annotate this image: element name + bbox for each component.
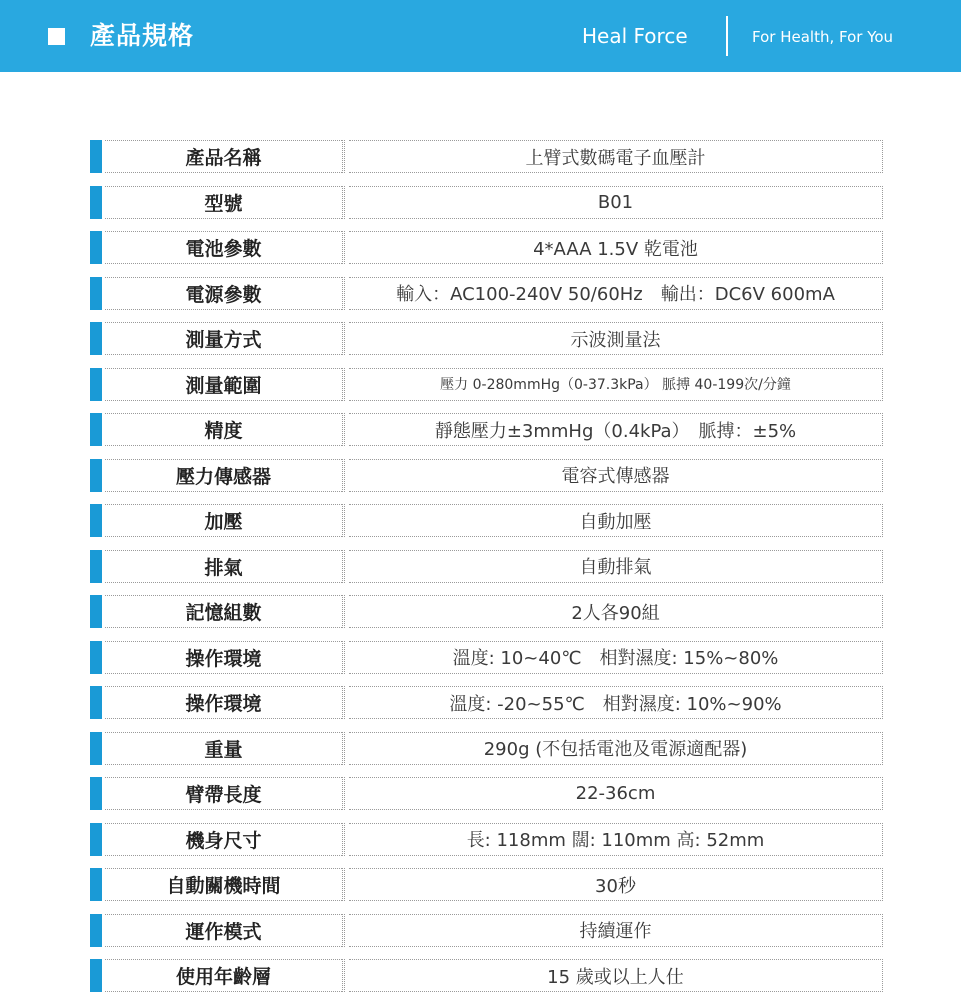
brand-name: Heal Force — [582, 24, 688, 48]
header-divider — [726, 16, 728, 56]
spec-value: 自動加壓 — [349, 504, 883, 537]
spec-value: 2人各90組 — [349, 595, 883, 628]
cell-separator — [342, 140, 345, 173]
spec-label: 使用年齡層 — [105, 959, 342, 992]
spec-label: 電源參數 — [105, 277, 342, 310]
cell-separator — [342, 868, 345, 901]
spec-label: 測量範圍 — [105, 368, 342, 401]
spec-value: 22-36cm — [349, 777, 883, 810]
spec-row — [90, 777, 883, 823]
spec-row — [90, 732, 883, 778]
cell-separator — [342, 231, 345, 264]
cell-separator — [342, 777, 345, 810]
spec-row — [90, 504, 883, 550]
spec-value: 自動排氣 — [349, 550, 883, 583]
spec-label: 產品名稱 — [105, 140, 342, 173]
spec-label: 測量方式 — [105, 322, 342, 355]
spec-value: 電容式傳感器 — [349, 459, 883, 492]
row-marker — [90, 732, 102, 765]
spec-label: 電池參數 — [105, 231, 342, 264]
spec-label: 自動關機時間 — [105, 868, 342, 901]
cell-separator — [342, 595, 345, 628]
spec-value: 靜態壓力±3mmHg（0.4kPa） 脈搏：±5% — [349, 413, 883, 446]
cell-separator — [342, 459, 345, 492]
spec-value: 輸入：AC100-240V 50/60Hz 輸出：DC6V 600mA — [349, 277, 883, 310]
cell-separator — [342, 186, 345, 219]
brand-slogan: For Health, For You — [752, 28, 894, 46]
spec-row — [90, 322, 883, 368]
spec-row — [90, 595, 883, 641]
spec-label: 機身尺寸 — [105, 823, 342, 856]
spec-label: 排氣 — [105, 550, 342, 583]
spec-row — [90, 231, 883, 277]
spec-row — [90, 823, 883, 869]
spec-table — [90, 140, 883, 1005]
spec-value: 30秒 — [349, 868, 883, 901]
spec-value: 溫度: -20~55℃ 相對濕度: 10%~90% — [349, 686, 883, 719]
spec-label: 運作模式 — [105, 914, 342, 947]
cell-separator — [342, 686, 345, 719]
row-marker — [90, 186, 102, 219]
spec-row — [90, 186, 883, 232]
cell-separator — [342, 959, 345, 992]
spec-value: 壓力 0-280mmHg（0-37.3kPa） 脈搏 40-199次/分鐘 — [349, 368, 883, 401]
spec-label: 精度 — [105, 413, 342, 446]
spec-row — [90, 459, 883, 505]
header-bar — [0, 0, 961, 72]
cell-separator — [342, 368, 345, 401]
spec-label: 操作環境 — [105, 686, 342, 719]
row-marker — [90, 550, 102, 583]
row-marker — [90, 368, 102, 401]
cell-separator — [342, 277, 345, 310]
spec-value: 15 歲或以上人仕 — [349, 959, 883, 992]
cell-separator — [342, 504, 345, 537]
spec-row — [90, 413, 883, 459]
row-marker — [90, 777, 102, 810]
spec-value: B01 — [349, 186, 883, 219]
spec-row — [90, 686, 883, 732]
cell-separator — [342, 413, 345, 446]
spec-row — [90, 868, 883, 914]
spec-label: 重量 — [105, 732, 342, 765]
row-marker — [90, 504, 102, 537]
spec-row — [90, 641, 883, 687]
spec-label: 操作環境 — [105, 641, 342, 674]
row-marker — [90, 413, 102, 446]
spec-row — [90, 914, 883, 960]
row-marker — [90, 595, 102, 628]
cell-separator — [342, 823, 345, 856]
spec-label: 壓力傳感器 — [105, 459, 342, 492]
square-icon — [48, 28, 65, 45]
spec-label: 加壓 — [105, 504, 342, 537]
spec-value: 溫度: 10~40℃ 相對濕度: 15%~80% — [349, 641, 883, 674]
spec-value: 4*AAA 1.5V 乾電池 — [349, 231, 883, 264]
row-marker — [90, 140, 102, 173]
spec-label: 臂帶長度 — [105, 777, 342, 810]
row-marker — [90, 823, 102, 856]
row-marker — [90, 459, 102, 492]
spec-value: 示波測量法 — [349, 322, 883, 355]
row-marker — [90, 641, 102, 674]
cell-separator — [342, 550, 345, 583]
row-marker — [90, 914, 102, 947]
row-marker — [90, 322, 102, 355]
row-marker — [90, 868, 102, 901]
spec-row — [90, 959, 883, 1005]
spec-label: 型號 — [105, 186, 342, 219]
spec-value: 持續運作 — [349, 914, 883, 947]
row-marker — [90, 686, 102, 719]
row-marker — [90, 277, 102, 310]
spec-value: 長: 118mm 闊: 110mm 高: 52mm — [349, 823, 883, 856]
row-marker — [90, 231, 102, 264]
cell-separator — [342, 914, 345, 947]
spec-value: 上臂式數碼電子血壓計 — [349, 140, 883, 173]
cell-separator — [342, 641, 345, 674]
spec-row — [90, 277, 883, 323]
cell-separator — [342, 322, 345, 355]
spec-row — [90, 368, 883, 414]
spec-row — [90, 140, 883, 186]
page-title: 產品規格 — [90, 21, 195, 50]
spec-row — [90, 550, 883, 596]
cell-separator — [342, 732, 345, 765]
spec-value: 290g (不包括電池及電源適配器) — [349, 732, 883, 765]
row-marker — [90, 959, 102, 992]
spec-label: 記憶組數 — [105, 595, 342, 628]
